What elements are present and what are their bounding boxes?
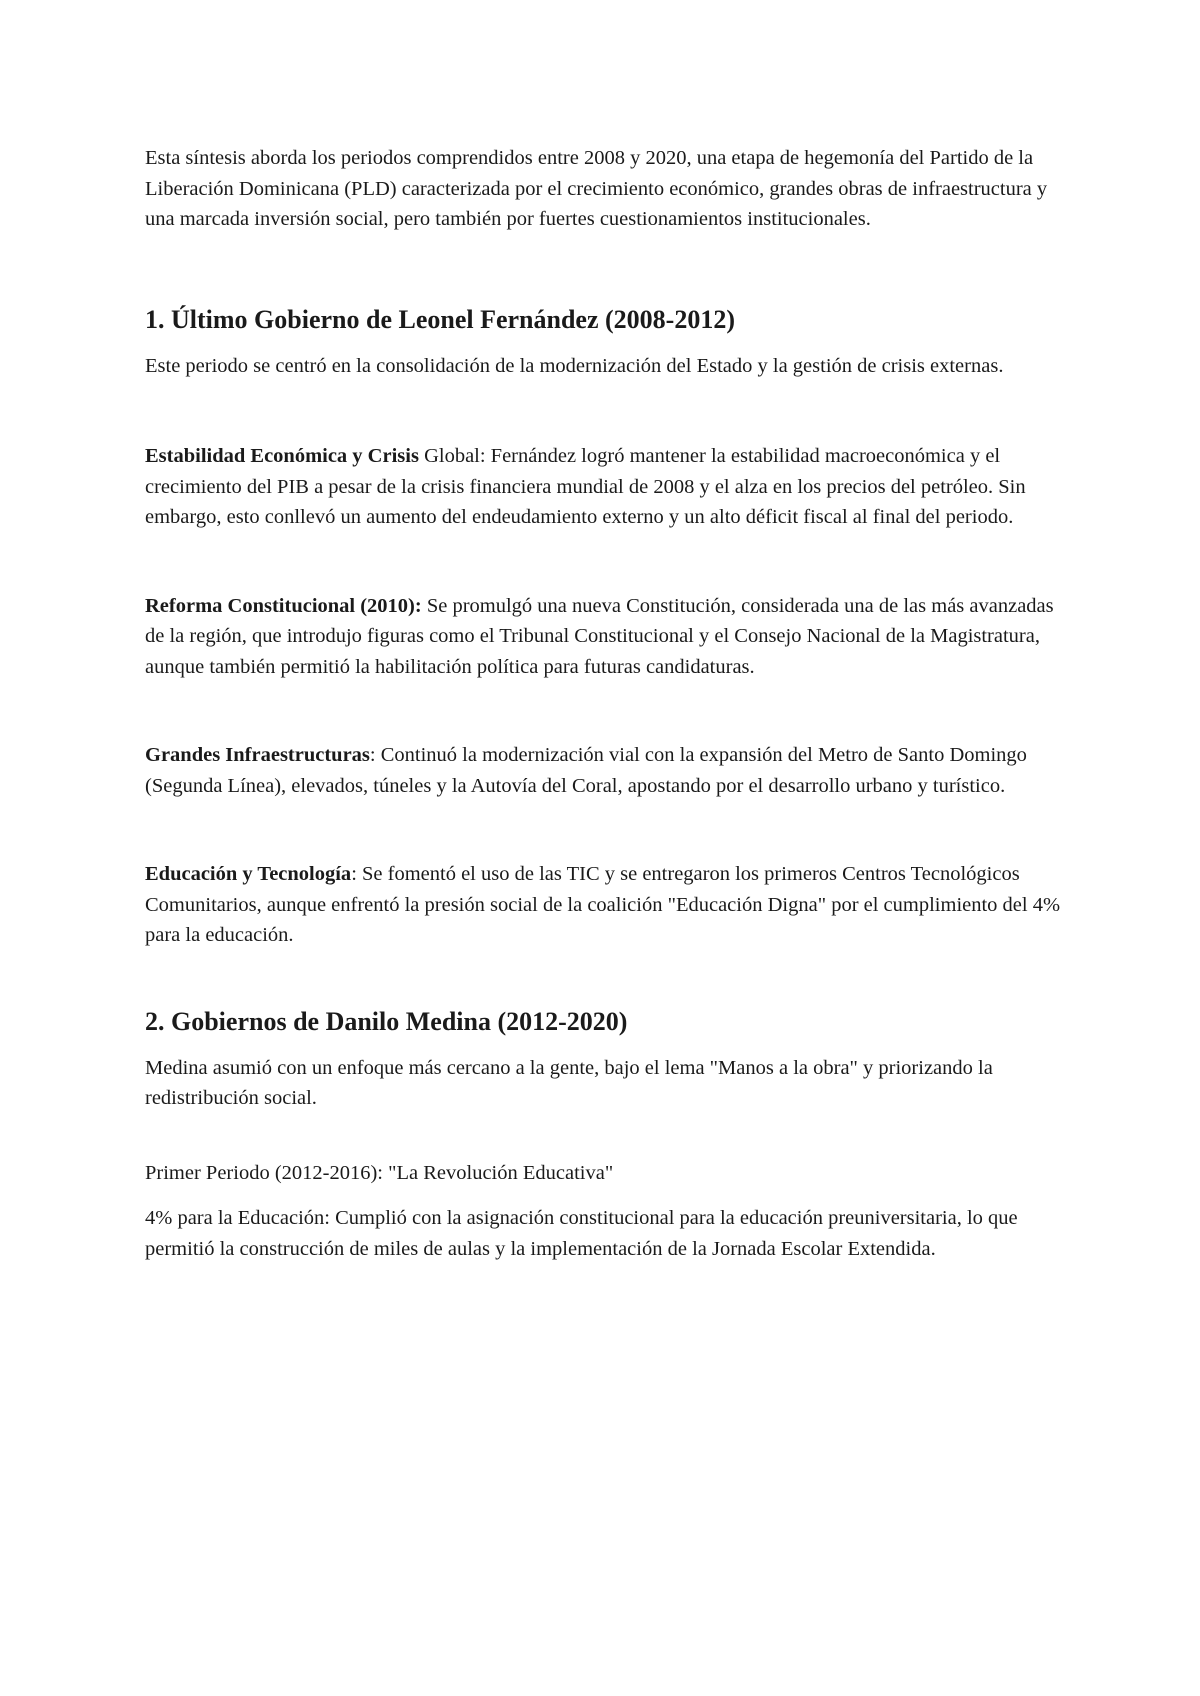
item-economic-stability <box>145 441 1075 533</box>
item-text: Global: Fernández logró mantener la estabilidad macroeconómica y el crecimiento del PIB a pesar de la crisis financiera mundial de 2008 y el alza en los precios del petróleo. Sin embargo, esto conllevó un aumento del endeudamiento externo y un alto déficit fiscal al final del periodo. <box>145 445 1026 528</box>
item-text: Se promulgó una nueva Constitución, considerada una de las más avanzadas de la región, que introdujo figuras como el Tribunal Constitucional y el Consejo Nacional de la Magistratura, aunque también permitió la habilitación política para futuras candidaturas. <box>145 594 1054 678</box>
item-infrastructure <box>145 740 1075 801</box>
item-text: : Se fomentó el uso de las TIC y se entregaron los primeros Centros Tecnológicos Comunitarios, aunque enfrentó la presión social de la coalición "Educación Digna" por el cumplimiento del 4% para la educación. <box>145 863 1061 946</box>
section-2-subheading: Primer Periodo (2012-2016): "La Revolución Educativa" <box>145 1161 614 1184</box>
section-2-paragraph: 4% para la Educación: Cumplió con la asignación constitucional para la educación preuniversitaria, lo que permitió la construcción de miles de aulas y la implementación de la Jornada Escolar Extendida. <box>145 1207 1018 1260</box>
item-constitutional-reform <box>145 591 1075 683</box>
section-1-lead: Este periodo se centró en la consolidación de la modernización del Estado y la gestión de crisis externas. <box>145 354 1004 377</box>
section-2-lead: Medina asumió con un enfoque más cercano a la gente, bajo el lema "Manos a la obra" y priorizando la redistribución social. <box>145 1056 993 1109</box>
item-title: Grandes Infraestructuras <box>145 744 370 766</box>
document-page <box>145 143 1075 1264</box>
item-title: Educación y Tecnología <box>145 863 352 885</box>
item-title: Reforma Constitucional (2010): <box>145 594 422 617</box>
section-2-heading: 2. Gobiernos de Danilo Medina (2012-2020) <box>145 1006 628 1036</box>
item-education-technology <box>145 859 1075 951</box>
intro-paragraph: Esta síntesis aborda los periodos comprendidos entre 2008 y 2020, una etapa de hegemonía del Partido de la Liberación Dominicana (PLD) caracterizada por el crecimiento económico, grandes obras de infraestructura y una marcada inversión social, pero también por fuertes cuestionamientos institucionales. <box>145 147 1048 230</box>
section-1-heading: 1. Último Gobierno de Leonel Fernández (2008-2012) <box>145 304 735 334</box>
item-text: : Continuó la modernización vial con la expansión del Metro de Santo Domingo (Segunda Línea), elevados, túneles y la Autovía del Coral, apostando por el desarrollo urbano y turístico. <box>145 744 1027 797</box>
item-title: Estabilidad Económica y Crisis <box>145 445 419 467</box>
